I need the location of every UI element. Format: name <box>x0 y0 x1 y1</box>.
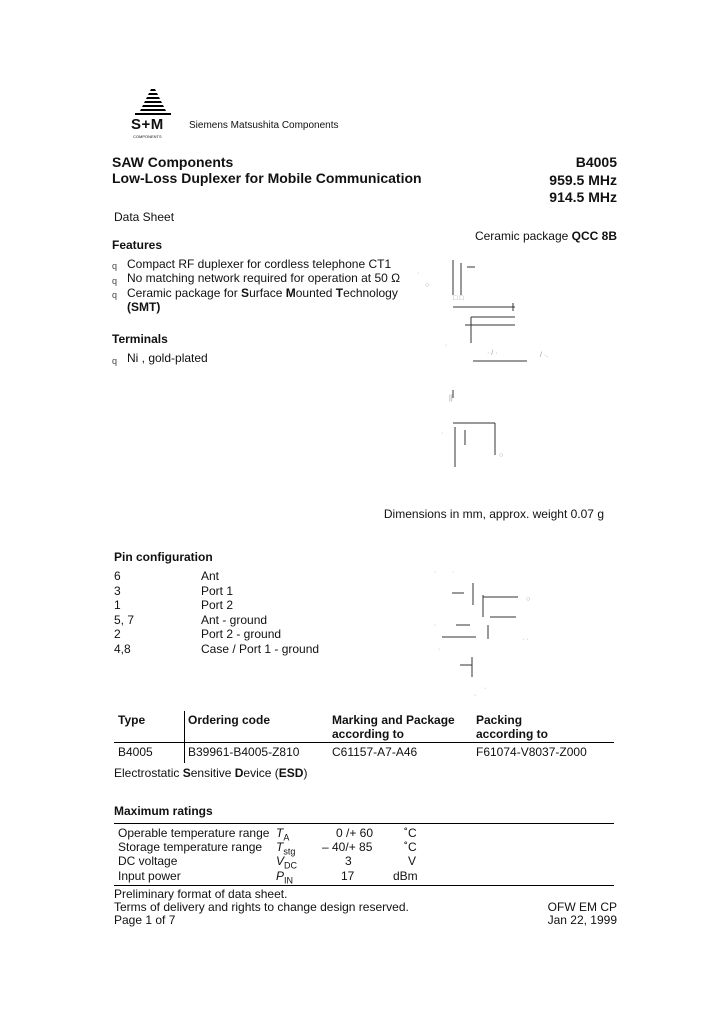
dimensions-caption: Dimensions in mm, approx. weight 0.07 g <box>383 507 604 521</box>
svg-text:○: ○ <box>526 596 531 603</box>
table-rule <box>114 742 614 743</box>
svg-text:·: · <box>484 685 487 692</box>
rating-value: 0 /+ 60 <box>336 826 374 840</box>
footer-terms: Terms of delivery and rights to change design reserved. <box>114 900 409 914</box>
svg-text:/ ·.: / ·. <box>540 352 549 359</box>
rating-label: Operable temperature range <box>118 826 270 840</box>
order-code: B39961-B4005-Z810 <box>188 745 300 759</box>
ratings-top-rule <box>114 823 614 824</box>
order-header-marking: Marking and Package <box>332 713 455 727</box>
feature-item-2: No matching network required for operation at 50 Ω <box>127 271 401 285</box>
product-title: Low-Loss Duplexer for Mobile Communication <box>112 170 422 186</box>
pin-name: Ant - ground <box>201 613 268 627</box>
rating-unit: dBm <box>393 869 418 883</box>
bullet-icon: q <box>112 356 118 366</box>
feature-item-1: Compact RF duplexer for cordless telephone CT1 <box>127 257 392 271</box>
svg-text:·: · <box>438 646 441 653</box>
pin-name: Ant <box>201 569 220 583</box>
frequency-2: 914.5 MHz <box>549 189 617 205</box>
max-ratings-title: Maximum ratings <box>114 804 213 818</box>
order-header-marking-2: according to <box>332 727 405 741</box>
footer-date: Jan 22, 1999 <box>547 913 617 927</box>
svg-text:·: · <box>445 342 448 349</box>
table-divider <box>184 711 185 763</box>
rating-unit: V <box>408 854 417 868</box>
footer-code: OFW EM CP <box>547 900 617 914</box>
order-header-packing-2: according to <box>476 727 549 741</box>
rating-value: – 40/+ 85 <box>322 840 373 854</box>
pin-name: Port 1 <box>201 584 234 598</box>
package-label: Ceramic package QCC 8B <box>474 229 617 243</box>
pin-name: Port 2 - ground <box>201 627 282 641</box>
svg-text:○: ○ <box>499 452 504 459</box>
rating-label: DC voltage <box>118 854 178 868</box>
datasheet-label: Data Sheet <box>114 210 175 224</box>
feature-item-3: Ceramic package for Surface Mounted Technology <box>127 286 398 300</box>
esd-note: Electrostatic Sensitive Device (ESD) <box>114 766 308 780</box>
frequency-1: 959.5 MHz <box>549 172 617 188</box>
rating-symbol: $P_{IN}$ <box>276 869 294 886</box>
pin-number: 6 <box>114 569 121 583</box>
rating-value: 17 <box>341 869 355 883</box>
pin-number: 3 <box>114 584 121 598</box>
svg-text:·: · <box>452 569 455 576</box>
footer-preliminary: Preliminary format of data sheet. <box>114 887 288 901</box>
feature-item-3-smt: (SMT) <box>127 300 161 314</box>
pin-name: Port 2 <box>201 598 234 612</box>
rating-unit: ˚C <box>404 840 417 854</box>
bullet-icon: q <box>112 276 118 286</box>
svg-text:·: · <box>434 622 437 629</box>
ratings-bottom-rule <box>114 885 614 886</box>
svg-text:□ □: □ □ <box>453 295 464 302</box>
pin-schematic <box>428 565 548 705</box>
logo-subtext: COMPONENTS <box>133 134 162 139</box>
pin-number: 2 <box>114 627 121 641</box>
rating-symbol: $V_{DC}$ <box>276 854 298 871</box>
svg-text:· / ·: · / · <box>487 350 498 357</box>
terminals-title: Terminals <box>112 332 168 346</box>
order-type: B4005 <box>118 745 153 759</box>
bullet-icon: q <box>112 290 118 300</box>
svg-text:||: || <box>449 395 453 402</box>
svg-text:○: ○ <box>425 282 430 289</box>
svg-text:·: · <box>417 270 420 277</box>
order-packing: F61074-V8037-Z000 <box>476 745 587 759</box>
page-number: Page 1 of 7 <box>114 913 176 927</box>
package-drawing <box>415 255 585 475</box>
svg-text:· ·: · · <box>522 636 529 643</box>
product-category: SAW Components <box>112 154 234 170</box>
order-header-code: Ordering code <box>188 713 271 727</box>
part-number: B4005 <box>575 154 617 170</box>
terminal-item-1: Ni , gold-plated <box>127 351 208 365</box>
rating-label: Input power <box>118 869 181 883</box>
rating-unit: ˚C <box>404 826 417 840</box>
bullet-icon: q <box>112 261 118 271</box>
features-title: Features <box>112 238 163 252</box>
pin-number: 5, 7 <box>114 613 135 627</box>
svg-text:·: · <box>474 692 477 699</box>
company-name: Siemens Matsushita Components <box>189 120 339 131</box>
rating-symbol: $T_A$ <box>276 826 290 843</box>
order-header-type: Type <box>118 713 146 727</box>
pin-config-title: Pin configuration <box>114 550 213 564</box>
order-header-packing: Packing <box>476 713 523 727</box>
pin-name: Case / Port 1 - ground <box>201 642 320 656</box>
rating-label: Storage temperature range <box>118 840 263 854</box>
svg-text:·: · <box>434 569 437 576</box>
pin-number: 1 <box>114 598 121 612</box>
rating-symbol: $T_{stg}$ <box>276 840 296 857</box>
logo-text: S+M <box>131 116 164 133</box>
pin-number: 4,8 <box>114 642 131 656</box>
svg-text:·: · <box>441 430 444 437</box>
rating-value: 3 <box>345 854 352 868</box>
order-marking: C61157-A7-A46 <box>332 745 418 759</box>
